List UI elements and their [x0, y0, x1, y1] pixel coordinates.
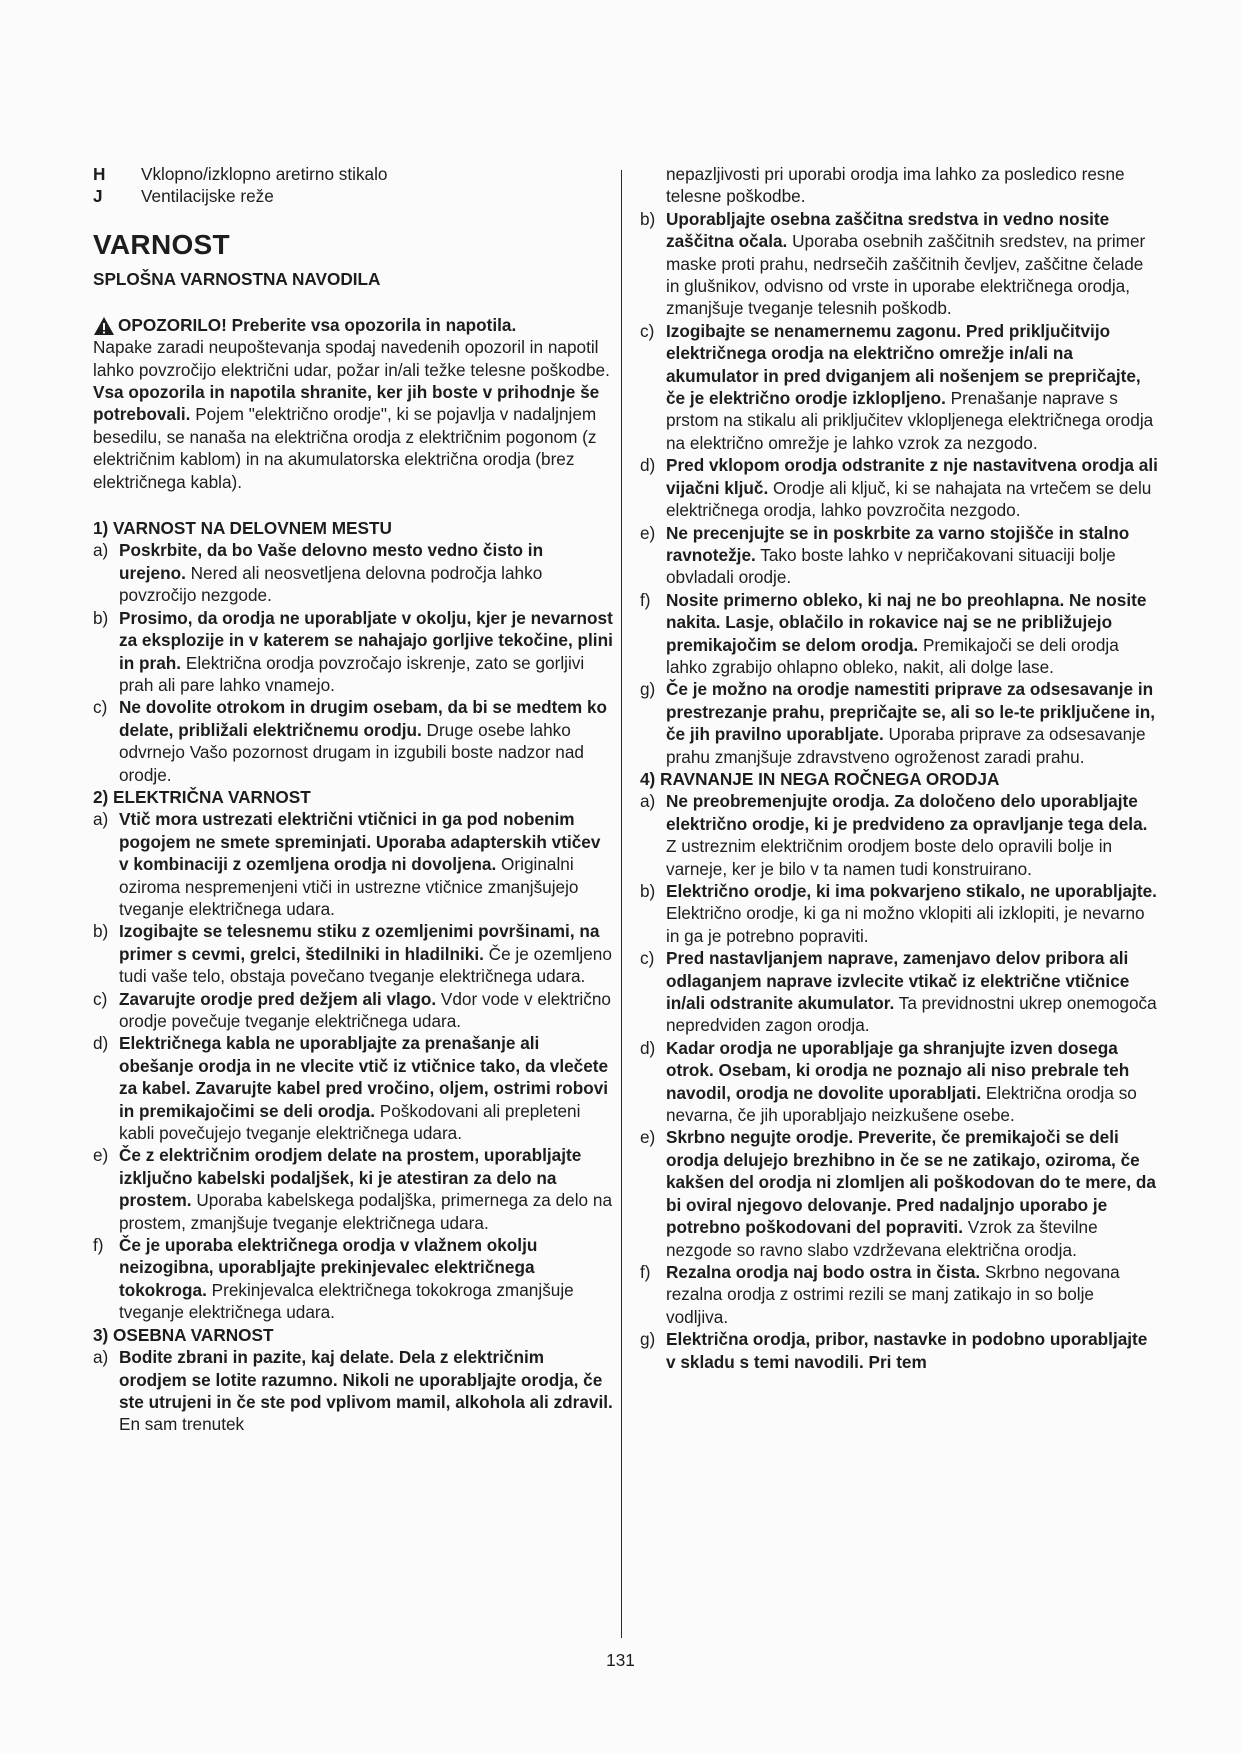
section-heading: 1) VARNOST NA DELOVNEM MESTU: [93, 518, 392, 539]
column-divider: [621, 170, 622, 1638]
section-heading: 2) ELEKTRIČNA VARNOST: [93, 786, 311, 807]
warning-body: [93, 336, 613, 493]
legend-row: [93, 163, 613, 185]
list-item: b) Električno orodje, ki ima pokvarjeno stikalo, ne uporabljajte. Električno orodje, ki ga ni možno vklopiti ali izklopiti, je nevarno in ga je potrebno popraviti.: [640, 881, 1157, 946]
list-item: a) Vtič mora ustrezati električni vtičnici in ga pod nobenim pogojem ne smete spreminjati. Uporaba adapterskih vtičev v kombinaciji z ozemljena orodja ni dovoljena. Originalni oziroma nespremenjeni vtiči in ustrezne vtičnice zmanjšujejo tveganje električnega udara.: [93, 809, 601, 919]
list-item: e) Ne precenjujte se in poskrbite za varno stojišče in stalno ravnotežje. Tako boste lahko v nepričakovani situaciji bolje obvladali orodje.: [640, 522, 1130, 588]
warning-text-2: Pojem "električno orodje", ki se pojavlja v nadaljnjem besedilu, se nanaša na električna orodja z električnim pogonom (z električnim kablom) in na akumulatorska električna orodja (brez električnega kabla).: [93, 404, 597, 492]
list-item: b) Izogibajte se telesnemu stiku z ozemljenimi površinami, na primer s cevmi, grelci, štedilniki in hladilniki. Če je ozemljeno tudi vaše telo, obstaja povečano tveganje električnega udara.: [93, 921, 612, 987]
warning-head-text: OPOZORILO! Preberite vsa opozorila in napotila.: [118, 314, 517, 335]
list-item: b) Prosimo, da orodja ne uporabljate v okolju, kjer je nevarnost za eksplozije in v katerem se nahajajo gorljive tekočine, plini in prah. Električna orodja povzročajo iskrenje, zato se gorljivi prah ali pare lahko vnamejo.: [93, 607, 613, 695]
list-item: a) Poskrbite, da bo Vaše delovno mesto vedno čisto in urejeno. Nered ali neosvetljena delovna področja lahko povzročijo nezgode.: [93, 540, 544, 606]
list-item: c) Ne dovolite otrokom in drugim osebam, da bi se medtem ko delate, približali električnemu orodju. Druge osebe lahko odvrnejo Vašo pozornost drugam in izgubili boste nadzor nad orodje.: [93, 697, 608, 785]
left-column: [93, 163, 613, 1436]
section-subtitle: SPLOŠNA VARNOSTNA NAVODILA: [93, 268, 381, 289]
warning-triangle-icon: [93, 316, 115, 336]
list-item: c) Izogibajte se nenamernemu zagonu. Pred priključitvijo električnega orodja na električno omrežje in/ali na akumulator in pred dviganjem ali nošenjem se prepričajte, če je električno orodje izklopljeno. Prenašanje naprave s prstom na stikalu ali priključitev vklopljenega električnega orodja na električno omrežje je lahko vzrok za nezgodo.: [640, 320, 1154, 453]
legend-text: Vklopno/izklopno aretirno stikalo: [141, 164, 388, 184]
list-item: d) Kadar orodja ne uporabljaje ga shranjujte izven dosega otrok. Osebam, ki orodja ne poznajo ali niso prebrale teh navodil, orodja ne dovolite uporabljati. Električna orodja so nevarna, če jih uporabljajo neizkušene osebe.: [640, 1037, 1137, 1126]
list-item: b) Uporabljajte osebna zaščitna sredstva in vedno nosite zaščitna očala. Uporaba osebnih zaščitnih sredstev, na primer maske proti prahu, nedrsečih zaščitnih čevljev, zaščitne čelade in glušnikov, odvisno od vrste in uporabe električnega orodja, zmanjšuje tveganje telesnih poškodb.: [640, 208, 1146, 319]
section-title: VARNOST: [93, 228, 230, 260]
continuation-text: nepazljivosti pri uporabi orodja ima lahko za posledico resne telesne poškodbe.: [666, 164, 1125, 207]
list-item: g) Električna orodja, pribor, nastavke in podobno uporabljajte v skladu s temi navodili. Pri tem: [640, 1329, 1148, 1372]
warning-bold: Vsa opozorila in napotila shranite, ker jih boste v prihodnje še potrebovali.: [93, 382, 600, 425]
legend-key: H: [93, 164, 106, 184]
section-heading: 4) RAVNANJE IN NEGA ROČNEGA ORODJA: [640, 768, 1000, 789]
list-item: a) Bodite zbrani in pazite, kaj delate. Dela z električnim orodjem se lotite razumno. Nikoli ne uporabljajte orodja, če ste utrujeni in če ste pod vplivom mamil, alkohola ali zdravil. En sam trenutek: [93, 1347, 613, 1435]
list-item: f) Nosite primerno obleko, ki naj ne bo preohlapna. Ne nosite nakita. Lasje, oblačilo in rokavice naj se ne približujejo premikajočim se delom orodja. Premikajoči se deli orodja lahko zgrabijo ohlapno obleko, nakit, ali dolge lase.: [640, 589, 1147, 677]
page-number: 131: [606, 1650, 635, 1670]
list-item: d) Električnega kabla ne uporabljajte za prenašanje ali obešanje orodja in ne vlecite vtič iz vtičnice tako, da vlečete za kabel. Zavarujte kabel pred vročino, oljem, ostrimi robovi in premikajočimi se deli orodja. Poškodovani ali prepleteni kabli povečujejo tveganje električnega udara.: [93, 1033, 609, 1144]
list-item: e) Skrbno negujte orodje. Preverite, če premikajoči se deli orodja delujejo brezhibno in če se ne zatikajo, oziroma, če kakšen del orodja ni zlomljen ali poškodovan do te mere, da bi oviral njegovo delovanje. Pred nadaljnjo uporabo je potrebno poškodovani del popraviti. Vzrok za številne nezgode so ravno slabo vzdrževana električna orodja.: [640, 1127, 1156, 1260]
list-item: c) Pred nastavljanjem naprave, zamenjavo delov pribora ali odlaganjem naprave izvlecite vtikač iz električne vtičnice in/ali odstranite akumulator. Ta previdnostni ukrep onemogoča nepredviden zagon orodja.: [640, 948, 1157, 1036]
legend-key: J: [93, 186, 103, 207]
list-item: c) Zavarujte orodje pred dežjem ali vlago. Vdor vode v električno orodje povečuje tveganje električnega udara.: [93, 988, 611, 1031]
right-column: [640, 163, 1160, 1373]
list-item: f) Če je uporaba električnega orodja v vlažnem okolju neizogibna, uporabljajte prekinjevalec električnega tokokroga. Prekinjevalca električnega tokokroga zmanjšuje tveganje električnega udara.: [93, 1235, 574, 1323]
list-item: f) Rezalna orodja naj bodo ostra in čista. Skrbno negovana rezalna orodja z ostrimi rezili se manj zatikajo in so bolje vodljiva.: [640, 1261, 1120, 1327]
warning-text-1: Napake zaradi neupoštevanja spodaj navedenih opozoril in napotil lahko povzročijo električni udar, požar in/ali težke telesne poškodbe.: [93, 337, 610, 380]
warning-heading: [93, 314, 613, 336]
legend-text: Ventilacijske reže: [141, 186, 274, 207]
list-item: d) Pred vklopom orodja odstranite z nje nastavitvena orodja ali vijačni ključ. Orodje ali ključ, ki se nahajata na vrtečem se delu električnega orodja, lahko povzročita nezgodo.: [640, 455, 1158, 521]
list-item: a) Ne preobremenjujte orodja. Za določeno delo uporabljajte električno orodje, ki je predvideno za opravljanje tega dela. Z ustreznim električnim orodjem boste delo opravili bolje in varneje, ker je bilo v ta namen tudi konstruirano.: [640, 791, 1148, 879]
list-item: g) Če je možno na orodje namestiti priprave za odsesavanje in prestrezanje prahu, prepričajte se, ali so le-te priključene in, če jih pravilno uporabljate. Uporaba priprave za odsesavanje prahu zmanjšuje zdravstveno ogroženost zaradi prahu.: [640, 679, 1156, 767]
list-item: e) Če z električnim orodjem delate na prostem, uporabljajte izključno kabelski podaljšek, ki je atestiran za delo na prostem. Uporaba kabelskega podaljška, primernega za delo na prostem, zmanjšuje tveganje električnega udara.: [93, 1145, 613, 1233]
legend-row: [93, 185, 613, 207]
section-heading: 3) OSEBNA VARNOST: [93, 1324, 274, 1345]
